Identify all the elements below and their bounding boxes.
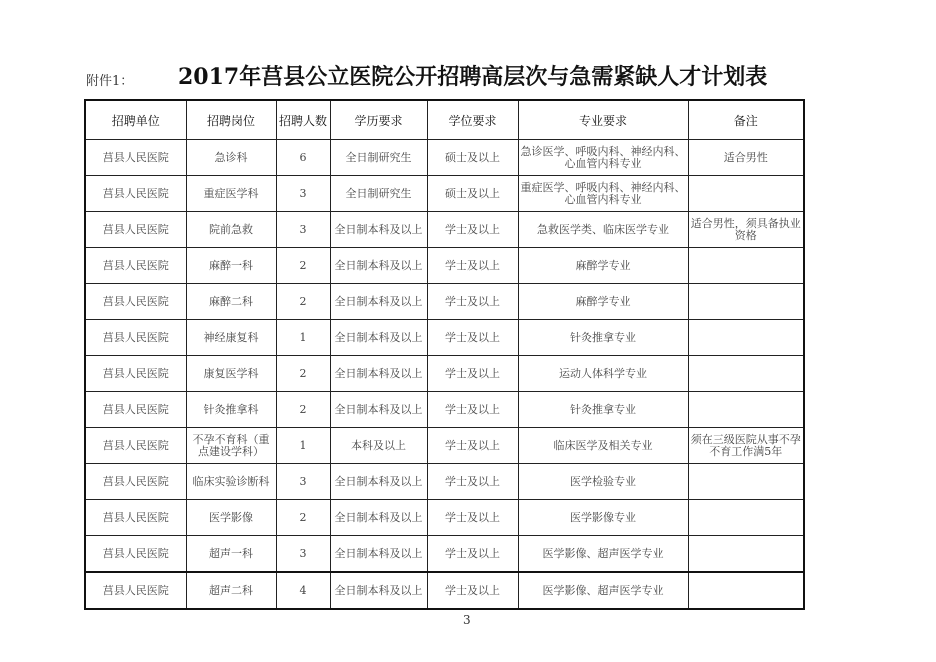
cell-degree: 学士及以上 [427,356,518,392]
cell-education: 全日制本科及以上 [330,392,427,428]
cell-education: 全日制本科及以上 [330,284,427,320]
cell-note [688,536,804,573]
table-row [85,464,804,500]
cell-major: 麻醉学专业 [518,284,688,320]
cell-education: 全日制本科及以上 [330,572,427,609]
cell-note [688,356,804,392]
header-unit: 招聘单位 [85,100,186,140]
cell-count: 4 [276,572,330,609]
cell-note [688,284,804,320]
cell-degree: 学士及以上 [427,428,518,464]
header-note: 备注 [688,100,804,140]
cell-education: 全日制本科及以上 [330,212,427,248]
cell-position: 康复医学科 [186,356,276,392]
cell-count: 1 [276,428,330,464]
table-row [85,212,804,248]
cell-position: 医学影像 [186,500,276,536]
table-row [85,392,804,428]
cell-degree: 硕士及以上 [427,140,518,176]
cell-education: 全日制研究生 [330,176,427,212]
cell-unit: 莒县人民医院 [85,500,186,536]
cell-education: 全日制本科及以上 [330,248,427,284]
table-header-row [85,100,804,140]
cell-degree: 学士及以上 [427,536,518,573]
cell-education: 全日制本科及以上 [330,464,427,500]
cell-count: 2 [276,284,330,320]
cell-count: 3 [276,536,330,573]
cell-count: 2 [276,356,330,392]
cell-count: 2 [276,392,330,428]
recruitment-plan-table [84,99,805,610]
cell-degree: 学士及以上 [427,284,518,320]
header-count: 招聘人数 [276,100,330,140]
cell-position: 超声一科 [186,536,276,573]
table-row [85,320,804,356]
cell-unit: 莒县人民医院 [85,140,186,176]
cell-count: 1 [276,320,330,356]
cell-unit: 莒县人民医院 [85,248,186,284]
cell-education: 全日制本科及以上 [330,500,427,536]
cell-major: 针灸推拿专业 [518,320,688,356]
cell-position: 神经康复科 [186,320,276,356]
cell-major: 急诊医学、呼吸内科、神经内科、心血管内科专业 [518,140,688,176]
cell-note [688,500,804,536]
cell-unit: 莒县人民医院 [85,536,186,573]
cell-note [688,320,804,356]
cell-note [688,464,804,500]
table-row [85,140,804,176]
cell-note: 适合男性 [688,140,804,176]
cell-major: 临床医学及相关专业 [518,428,688,464]
cell-note: 适合男性，须具备执业资格 [688,212,804,248]
cell-unit: 莒县人民医院 [85,284,186,320]
table-row [85,500,804,536]
cell-major: 麻醉学专业 [518,248,688,284]
table-row [85,284,804,320]
cell-note [688,392,804,428]
table-row [85,572,804,609]
cell-count: 3 [276,176,330,212]
cell-major: 针灸推拿专业 [518,392,688,428]
cell-position: 针灸推拿科 [186,392,276,428]
header-position: 招聘岗位 [186,100,276,140]
table-row [85,536,804,573]
cell-unit: 莒县人民医院 [85,212,186,248]
cell-major: 医学影像、超声医学专业 [518,536,688,573]
cell-count: 3 [276,464,330,500]
cell-education: 全日制本科及以上 [330,320,427,356]
cell-unit: 莒县人民医院 [85,428,186,464]
cell-degree: 学士及以上 [427,500,518,536]
cell-note [688,248,804,284]
cell-position: 急诊科 [186,140,276,176]
cell-degree: 学士及以上 [427,392,518,428]
cell-degree: 学士及以上 [427,320,518,356]
cell-degree: 学士及以上 [427,212,518,248]
cell-unit: 莒县人民医院 [85,176,186,212]
document-title: 2017年莒县公立医院公开招聘高层次与急需紧缺人才计划表 [178,64,768,90]
header-degree: 学位要求 [427,100,518,140]
cell-unit: 莒县人民医院 [85,356,186,392]
cell-count: 2 [276,500,330,536]
cell-major: 急救医学类、临床医学专业 [518,212,688,248]
cell-position: 临床实验诊断科 [186,464,276,500]
attachment-label: 附件1： [86,74,134,89]
cell-major: 医学影像专业 [518,500,688,536]
cell-unit: 莒县人民医院 [85,572,186,609]
cell-degree: 学士及以上 [427,248,518,284]
header-major: 专业要求 [518,100,688,140]
page-number: 3 [463,613,471,627]
cell-position: 超声二科 [186,572,276,609]
header-education: 学历要求 [330,100,427,140]
cell-unit: 莒县人民医院 [85,392,186,428]
cell-education: 本科及以上 [330,428,427,464]
table-row [85,428,804,464]
cell-note [688,572,804,609]
cell-note [688,176,804,212]
cell-degree: 学士及以上 [427,464,518,500]
cell-education: 全日制研究生 [330,140,427,176]
cell-education: 全日制本科及以上 [330,356,427,392]
cell-count: 6 [276,140,330,176]
cell-major: 运动人体科学专业 [518,356,688,392]
cell-degree: 硕士及以上 [427,176,518,212]
cell-major: 医学影像、超声医学专业 [518,572,688,609]
cell-position: 不孕不育科（重点建设学科） [186,428,276,464]
cell-education: 全日制本科及以上 [330,536,427,573]
cell-unit: 莒县人民医院 [85,320,186,356]
cell-major: 重症医学、呼吸内科、神经内科、心血管内科专业 [518,176,688,212]
table-row [85,248,804,284]
cell-count: 3 [276,212,330,248]
cell-unit: 莒县人民医院 [85,464,186,500]
cell-major: 医学检验专业 [518,464,688,500]
cell-count: 2 [276,248,330,284]
cell-position: 院前急救 [186,212,276,248]
cell-position: 重症医学科 [186,176,276,212]
table-row [85,356,804,392]
cell-degree: 学士及以上 [427,572,518,609]
table-row [85,176,804,212]
cell-note: 须在三级医院从事不孕不育工作满5年 [688,428,804,464]
cell-position: 麻醉一科 [186,248,276,284]
cell-position: 麻醉二科 [186,284,276,320]
